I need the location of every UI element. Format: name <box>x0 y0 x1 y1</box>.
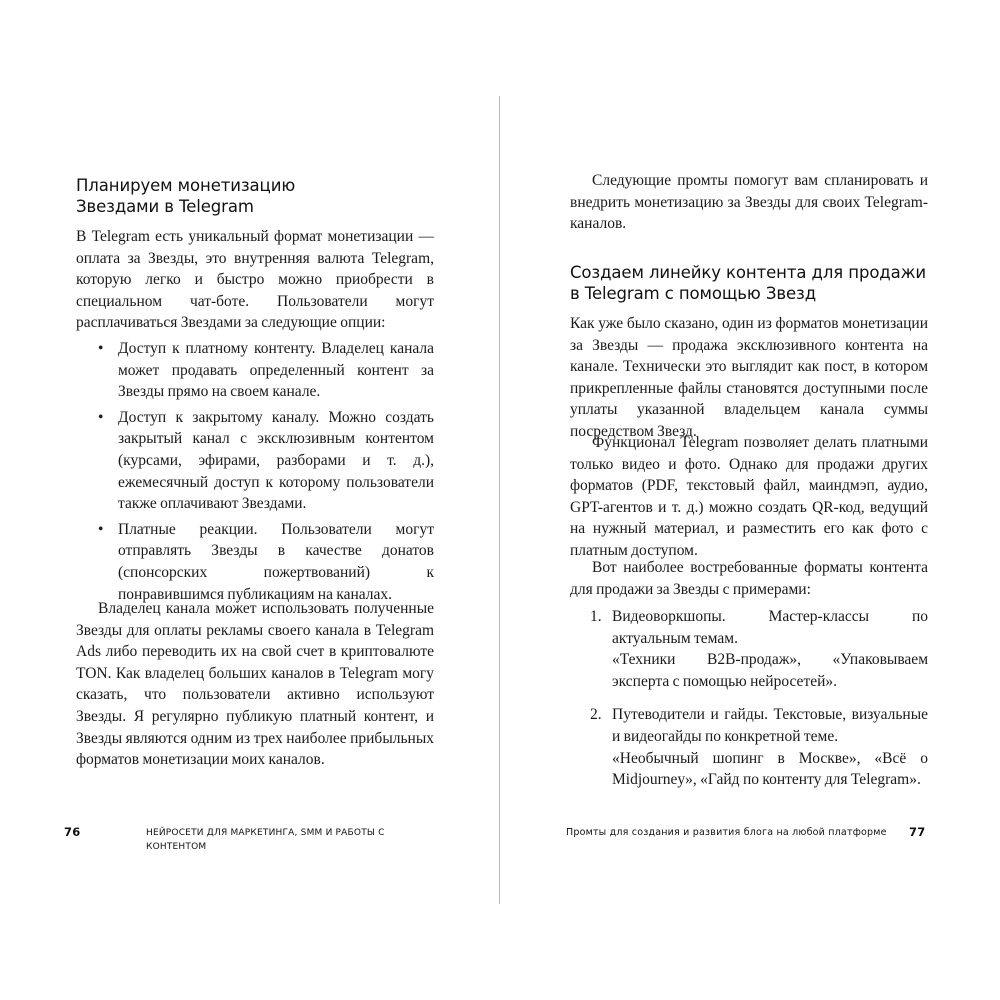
left-closing: Владелец канала может использовать полученные Звезды для оплаты рекламы своего канала в Telegram Ads либо переводить их на свой счет в криптовалюте TON. Как владелец больших каналов в Telegram могу сказать, что пользователи активно используют Звезды. Я регулярно публикую платный контент, и Звезды являются одним из трех наиболее прибыльных форматов монетизации моих каналов. <box>76 600 434 769</box>
item-number: 2. <box>590 706 602 724</box>
right-page <box>566 0 928 1000</box>
right-para-2: Функционал Telegram позволяет делать платными только видео и фото. Однако для продажи других форматов (PDF, текстовый файл, маиндмэп, аудио, GPT-агентов и т. д.) можно создать QR-код, ведущий на нужный материал, и разместить его как фото с платным доступом. <box>570 434 928 559</box>
numbered-item <box>570 606 928 692</box>
right-intro: Следующие промты помогут вам спланировать и внедрить монетизацию за Звезды для своих Telegram-каналов. <box>570 172 928 233</box>
item-text: Видеоворкшопы. Мастер-классы по актуальным темам. <box>612 608 928 647</box>
bullet-text: Доступ к платному контенту. Владелец канала может продавать определенный контент за Звезды прямо на своем канале. <box>118 340 434 401</box>
page-gutter <box>499 96 500 904</box>
left-page <box>64 0 434 1000</box>
right-para-1: Как уже было сказано, один из форматов монетизации за Звезды — продажа эксклюзивного контента на канале. Технически это выглядит как пост, в котором прикрепленные файлы становятся доступными после уплаты указанной владельцем канала суммы посредством Звезд. <box>570 315 928 440</box>
right-page-number: 77 <box>909 825 926 839</box>
left-running-title: НЕЙРОСЕТИ ДЛЯ МАРКЕТИНГА, SMM И РАБОТЫ С КОНТЕНТОМ <box>146 828 385 852</box>
numbered-item <box>570 704 928 790</box>
left-heading: Планируем монетизацию Звездами в Telegram <box>76 176 296 216</box>
bullet-icon: • <box>98 408 104 426</box>
right-numbered-list <box>570 606 928 791</box>
bullet-item <box>76 407 434 515</box>
bullet-text: Доступ к закрытому каналу. Можно создать закрытый канал с эксклюзивным контентом (курсами, эфирами, разборами и т. д.), ежемесячный доступ к которому пользователи также оплачивают Звездами. <box>118 408 434 513</box>
bullet-icon: • <box>98 520 104 538</box>
left-page-number: 76 <box>64 825 81 839</box>
bullet-item <box>76 338 434 403</box>
item-example: «Необычный шопинг в Москве», «Всё о Midjourney», «Гайд по контенту для Telegram». <box>612 749 928 789</box>
bullet-text: Платные реакции. Пользователи могут отправлять Звезды в качестве донатов (спонсорских пожертвований) к понравившимся публикациям на каналах. <box>118 520 434 603</box>
item-text: Путеводители и гайды. Текстовые, визуальные и видеогайды по конкретной теме. <box>612 706 928 745</box>
item-example: «Техники B2B-продаж», «Упаковываем эксперта с помощью нейросетей». <box>612 651 928 690</box>
right-heading: Создаем линейку контента для продажи в Telegram с помощью Звезд <box>570 263 927 303</box>
right-running-title: Промты для создания и развития блога на любой платформе <box>566 827 887 838</box>
bullet-item <box>76 519 434 605</box>
left-bullet-list <box>76 338 434 605</box>
right-para-3: Вот наиболее востребованные форматы контента для продажи за Звезды с примерами: <box>570 559 928 598</box>
item-number: 1. <box>590 608 602 625</box>
bullet-icon: • <box>98 340 104 357</box>
left-intro: В Telegram есть уникальный формат монетизации — оплата за Звезды, это внутренняя валюта Telegram, которую легко и быстро можно приобрести в специальном чат-боте. Пользователи могут расплачиваться Звездами за следующие опции: <box>76 228 434 332</box>
